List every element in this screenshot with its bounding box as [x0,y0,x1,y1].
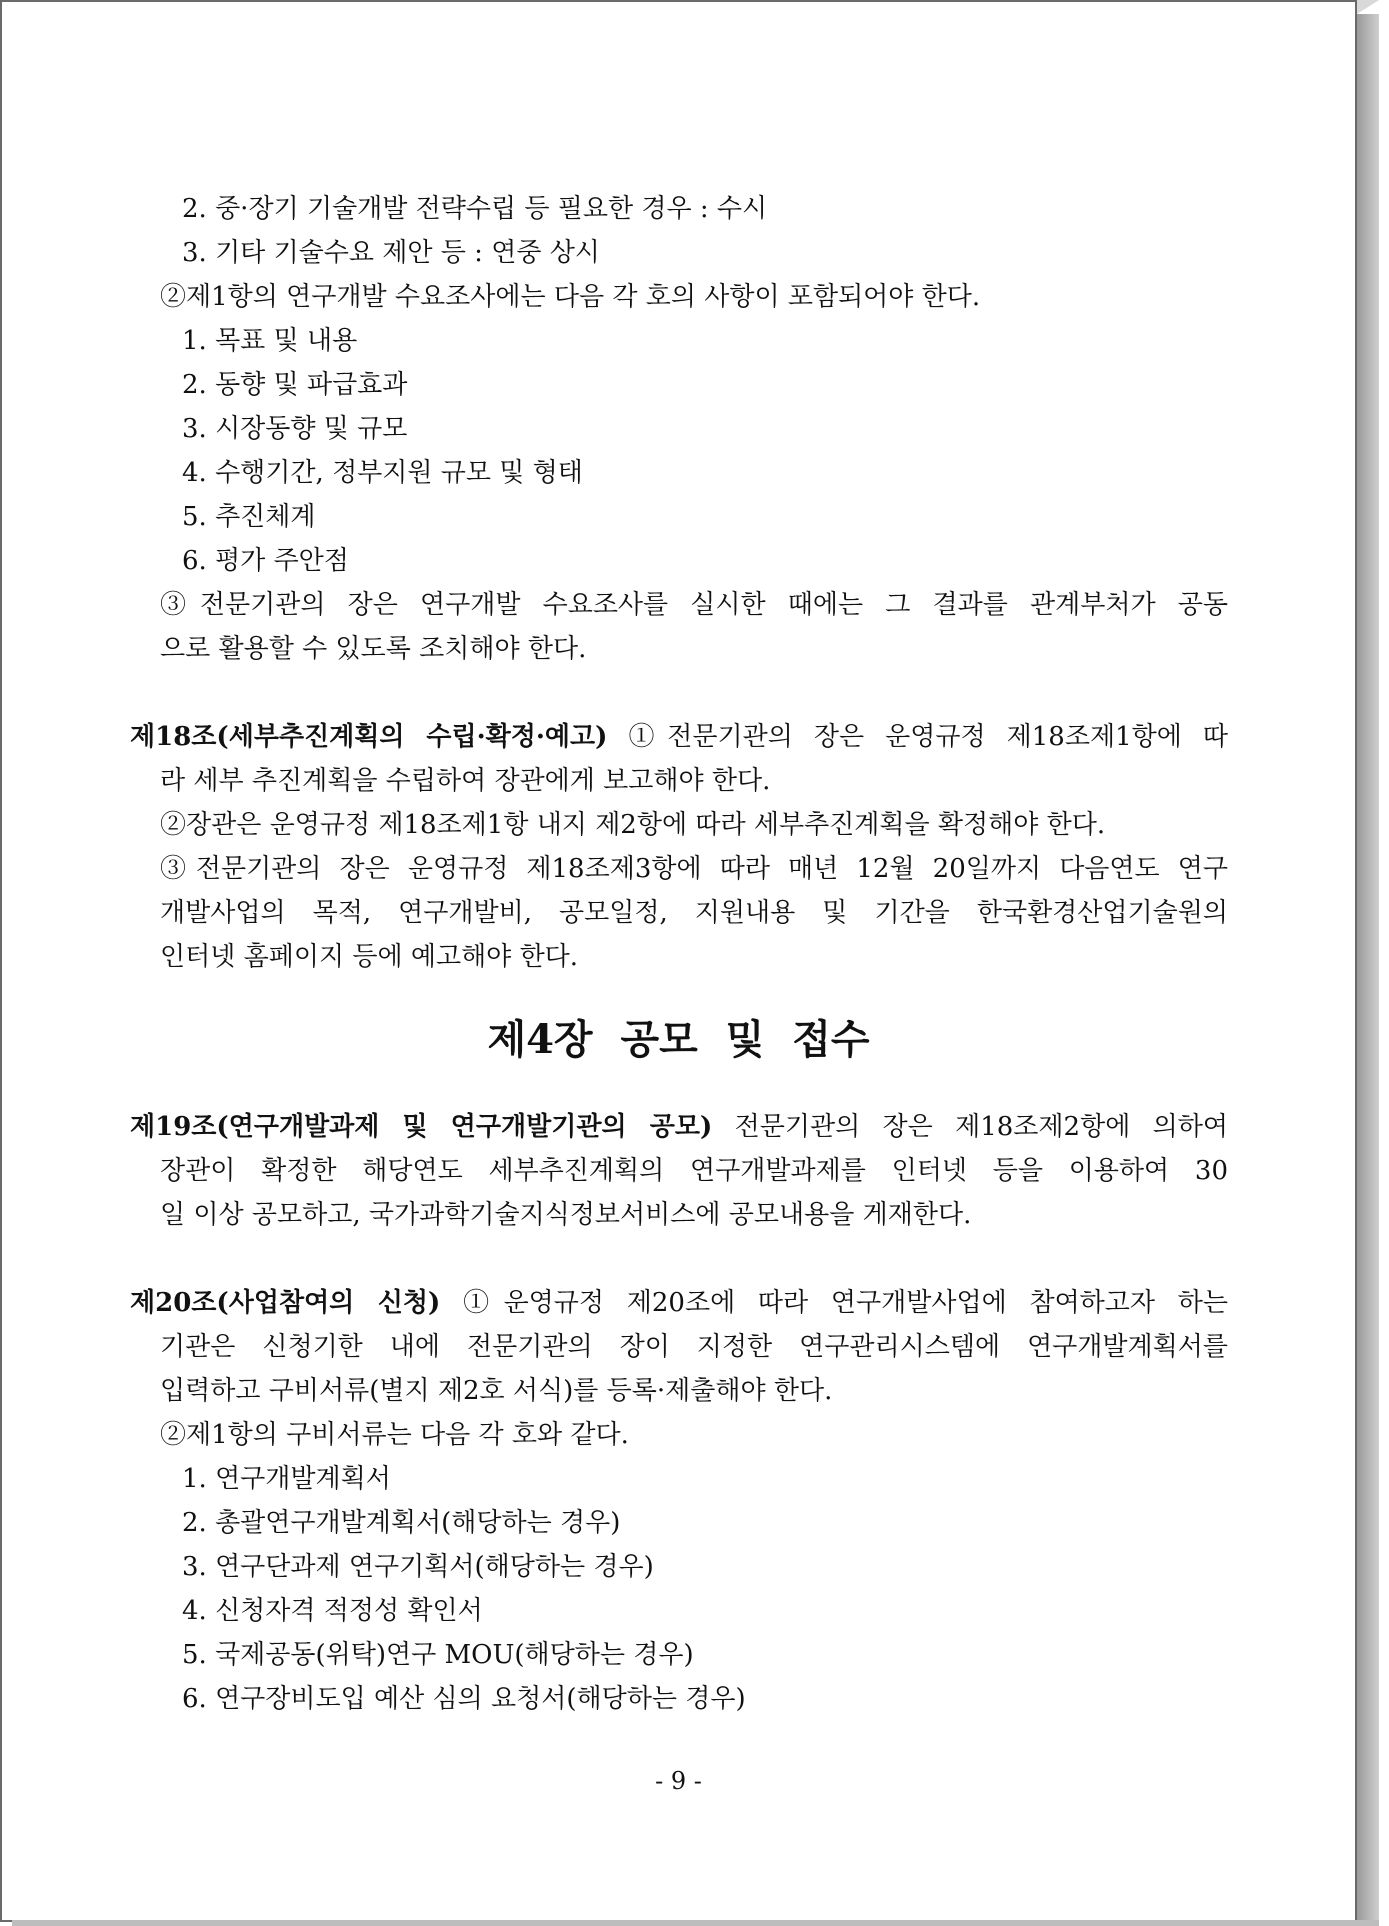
text-line: 으로 활용할 수 있도록 조치해야 한다. [160,634,587,664]
article-18-text: ①전문기관의 장은 운영규정 제18조제1항에 따 [607,722,1228,752]
text-line: 5. 추진체계 [182,502,316,532]
article-20-text: ①운영규정 제20조에 따라 연구개발사업에 참여하고자 하는 [440,1288,1228,1318]
text-line: 1. 연구개발계획서 [182,1464,391,1494]
text-line: 3. 시장동향 및 규모 [182,414,408,444]
text-line: 6. 평가 주안점 [182,546,349,576]
text-line: 2. 총괄연구개발계획서(해당하는 경우) [182,1508,621,1538]
article-19-heading: 제19조(연구개발과제 및 연구개발기관의 공모) [130,1112,713,1142]
text-line: 3. 기타 기술수요 제안 등 : 연중 상시 [182,238,600,268]
text-line: 일 이상 공모하고, 국가과학기술지식정보서비스에 공모내용을 게재한다. [160,1200,972,1230]
article-20-first-line [130,1286,1228,1320]
text-line: ②장관은 운영규정 제18조제1항 내지 제2항에 따라 세부추진계획을 확정해야 한다. [160,810,1106,840]
text-line: 2. 동향 및 파급효과 [182,370,408,400]
text-line: 장관이 확정한 해당연도 세부추진계획의 연구개발과제를 인터넷 등을 이용하여 30 [160,1156,1228,1186]
text-line: 입력하고 구비서류(별지 제2호 서식)를 등록·제출해야 한다. [160,1376,833,1406]
text-line: 인터넷 홈페이지 등에 예고해야 한다. [160,942,579,972]
article-20-heading: 제20조(사업참여의 신청) [130,1288,441,1318]
chapter-title: 제4장 공모 및 접수 [487,1016,870,1063]
page-number: - 9 - [655,1767,702,1795]
text-line: 2. 중·장기 기술개발 전략수립 등 필요한 경우 : 수시 [182,194,768,224]
text-line: 4. 신청자격 적정성 확인서 [182,1596,483,1626]
text-line: 3. 연구단과제 연구기획서(해당하는 경우) [182,1552,654,1582]
text-line: 5. 국제공동(위탁)연구 MOU(해당하는 경우) [182,1640,694,1670]
article-18-first-line [130,720,1228,754]
text-line: ③전문기관의 장은 운영규정 제18조제3항에 따라 매년 12월 20일까지 다음연도 연구 [160,854,1228,884]
text-line: ③전문기관의 장은 연구개발 수요조사를 실시한 때에는 그 결과를 관계부처가 공동 [160,590,1228,620]
text-line: 라 세부 추진계획을 수립하여 장관에게 보고해야 한다. [160,766,771,796]
text-line: 기관은 신청기한 내에 전문기관의 장이 지정한 연구관리시스템에 연구개발계획서를 [160,1332,1228,1362]
article-19-text: 전문기관의 장은 제18조제2항에 의하여 [712,1112,1228,1142]
text-line: 개발사업의 목적, 연구개발비, 공모일정, 지원내용 및 기간을 한국환경산업기술원의 [160,898,1228,928]
page-shadow [1357,14,1379,1922]
text-line: 4. 수행기간, 정부지원 규모 및 형태 [182,458,583,488]
article-18-heading: 제18조(세부추진계획의 수립·확정·예고) [130,722,608,752]
text-line: 6. 연구장비도입 예산 심의 요청서(해당하는 경우) [182,1684,746,1714]
page-corner [1357,0,1379,14]
article-19-first-line [130,1110,1228,1144]
text-line: ②제1항의 구비서류는 다음 각 호와 같다. [160,1420,629,1450]
text-line: 1. 목표 및 내용 [182,326,358,356]
text-line: ②제1항의 연구개발 수요조사에는 다음 각 호의 사항이 포함되어야 한다. [160,282,981,312]
